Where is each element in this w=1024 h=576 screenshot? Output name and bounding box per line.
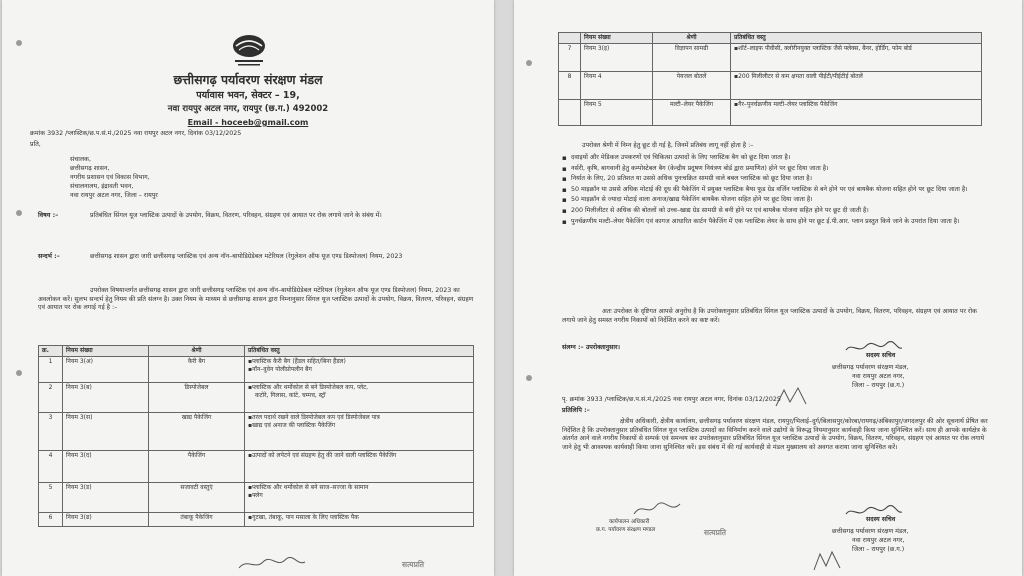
- exemption-item: ▪ 50 माइक्रॉन या उससे अधिक मोटाई की दूध की पैकेजिंग में प्रयुक्त प्लास्टिक बैग्स फूड ग्रेड वर्जिन प्लास्टिक से बने होने पर एवं बायबैक योजना सहित होने पर छूट दिया जाता है।: [562, 186, 986, 195]
- banned-item: ▪ नॉन–वुवेन पोलीप्रोपलीन बैग: [248, 366, 470, 374]
- prati-label: प्रति,: [30, 141, 41, 148]
- banned-items-table-continued: [558, 32, 982, 126]
- letter-page-2: [514, 0, 1022, 576]
- table-header-row: [39, 346, 474, 357]
- banned-item: ▪ उत्पादों को लपेटने एवं संग्रहण हेतु की जाने वाली प्लास्टिक पैकेजिंग: [248, 452, 470, 460]
- sign-title: सदस्य सचिव: [866, 516, 896, 523]
- exemption-item: ▪ निर्यात के लिए, 20 प्रतिशत या उससे अधिक पुनःचक्रित सामग्री वाले बबल प्लास्टिक को छूट दिया जाता है।: [562, 175, 986, 184]
- table-row: 3 नियम 3(स) खाद्य पैकेजिंग ▪ तरल पदार्थ रखने वाले डिस्पोजेबल कप एवं डिस्पोजेबल पात्र ▪ खाद्य एवं अनाज की प्लास्टिक पैकेजिंग: [39, 412, 474, 450]
- signature-scribble-icon: [810, 548, 844, 572]
- exemption-item: ▪ दवाइयों और मेडिकल उपकरणों एवं चिकित्सा उत्पादों के लिए प्लास्टिक बैग को छूट दिया जाता है।: [562, 154, 986, 163]
- col-header: नियम संख्या: [581, 33, 653, 44]
- banned-item: ▪ प्लास्टिक और थर्मोकोल से बने डिस्पोजेबल कप, प्लेट,: [248, 384, 470, 392]
- table-row: नियम 5 मल्टी–लेयर पैकेजिंग ▪ गैर–पुनर्चक्रणीय मल्टी–लेयर प्लास्टिक पैकेजिंग: [559, 99, 982, 125]
- punch-hole: [526, 375, 532, 381]
- table-header-row: [559, 33, 982, 44]
- exemption-item: ▪ 200 मिलीलीटर से अधिक की बोतलों को उच्च–खाद्य ग्रेड सामग्री से बनी होने पर एवं बायबैक योजना सहित होने पर छूट दी जाती है।: [562, 207, 986, 216]
- sign-org-line: छत्तीसगढ़ पर्यावरण संरक्षण मंडल,: [832, 364, 909, 371]
- addressee-line: संचालनालय, इंद्रावती भवन,: [70, 183, 134, 190]
- exemption-item: ▪ पुनर्चक्रणीय मल्टी–लेयर पैकेजिंग एवं कागज आधारित कार्टन पैकेजिंग में एक प्लास्टिक लेयर के साथ होने पर छूट ई.पी.आर. प्लान प्रस्तुत किये जाने के उपरांत दिया जाता है।: [562, 218, 986, 227]
- copy-paragraph: क्षेत्रीय अधिकारी, क्षेत्रीय कार्यालय, छत्तीसगढ़ पर्यावरण संरक्षण मंडल, रायपुर/भिलाई–दुर्ग/बिलासपुर/कोरबा/रायगढ़/अंबिकापुर/जगदलपुर की ओर सूचनार्थ प्रेषित कर निर्देशित है कि उपरोक्तानुसार प्रतिबंधित सिंगल यूज प्लास्टिक उत्पादों का विनिर्माण करने वाले उद्योगों के विरूद्ध नियमानुसार कार्यवाही किया जाना सुनिश्चित करें। साथ ही आपके कार्यक्षेत्र के अंतर्गत आने वाले नगरीय निकायों से सम्पर्क एवं समन्वय कर उपरोक्तानुसार प्रतिबंधित सिंगल यूज प्लास्टिक उत्पादों के उपयोग, विक्रय, वितरण, परिवहन, संग्रहण एवं आयात पर रोक लगाये जाने हेतु भी आवश्यक कार्यवाही किया जाना सुनिश्चित करें। इस संबंध में की गई कार्यवाही से मंडल मुख्यालय को अवगत कराया जाना सुनिश्चित करें।: [562, 418, 988, 452]
- addressee-line: संचालक,: [70, 156, 91, 163]
- table-row: 7 नियम 3(इ) विज्ञापन सामग्री ▪ शॉर्ट–लाइफ पीवीसी, क्लोरीनयुक्त प्लास्टिक जैसे फ्लेक्स, बैनर, होर्डिंग, फोम बोर्ड: [559, 43, 982, 71]
- table-row: 8 नियम 4 पेयजल बोतलें ▪ 200 मिलीलीटर से कम क्षमता वाली पीईटी/पीईटीई बोतलें: [559, 71, 982, 99]
- sign-org-line: नवा रायपुर अटल नगर,: [852, 537, 905, 544]
- punch-hole: [16, 40, 22, 46]
- org-address-1: पर्यावास भवन, सेक्टर – 19,: [196, 90, 300, 101]
- banned-item: कटोरे, गिलास, कांटे, चम्मच, स्ट्रॉ: [255, 391, 326, 399]
- sign-org-line: छत्तीसगढ़ पर्यावरण संरक्षण मंडल,: [832, 528, 909, 535]
- exemption-list: [562, 154, 986, 228]
- sign-org-line: जिला – रायपुर (छ.ग.): [852, 546, 905, 553]
- banned-item: ▪ फ्लेग: [248, 492, 470, 500]
- col-header: नियम संख्या: [63, 346, 149, 357]
- body-paragraph: उपरोक्त विषयान्तर्गत छत्तीसगढ़ शासन द्वारा जारी छत्तीसगढ़ प्लास्टिक एवं अन्य नॉन–बायोडिग्रेडेबल मटेरियल (रेगुलेशन ऑफ यूज एण्ड डिस्पोजल) नियम, 2023 का अवलोकन करें। सुलभ सन्दर्भ हेतु नियम की प्रति संलग्न है। उक्त नियम के माध्यम से छत्तीसगढ़ शासन द्वारा निम्नानुसार सिंगल यूज प्लास्टिक उत्पादों के उपयोग, विक्रय, वितरण, परिवहन, संग्रहण एवं आयात पर रोक लगाई गई है :–: [38, 287, 474, 312]
- banned-item: ▪ गुटखा, तंबाकू, पान मसाला के लिए प्लास्टिक पैक: [248, 514, 470, 522]
- true-copy-stamp: सत्यप्रति: [704, 528, 727, 537]
- punch-hole: [16, 370, 22, 376]
- banned-item: ▪ खाद्य एवं अनाज की प्लास्टिक पैकेजिंग: [248, 422, 470, 430]
- col-header: श्रेणी: [149, 346, 245, 357]
- exemption-item: ▪ नर्सरी, कृषि, बागवानी हेतु कम्पोस्टेबल बैग (केन्द्रीय प्रदूषण नियंत्रण बोर्ड द्वारा प्रमाणित) होने पर छूट दिया जाता है।: [562, 165, 986, 174]
- col-header: प्रतिबंधित वस्तु: [731, 33, 982, 44]
- officer-stamp-line: छ.ग. पर्यावरण संरक्षण मण्डल: [596, 527, 656, 533]
- request-paragraph: अतः उपरोक्त के दृष्टिगत आपसे अनुरोध है कि उपरोक्तानुसार प्रतिबंधित सिंगल यूज प्लास्टिक उत्पादों के उपयोग, विक्रय, वितरण, परिवहन, संग्रहण एवं आयात पर रोक लगाये जाने हेतु समस्त नगरीय निकायों को निर्देशित करने का कष्ट करें।: [562, 308, 977, 324]
- punch-hole: [16, 210, 22, 216]
- exemption-intro: उपरोक्त श्रेणी में निम्न हेतु छूट दी गई है, जिनमें प्रतिबंध लागू नहीं होता है :–: [582, 142, 754, 149]
- banned-item: ▪ शॉर्ट–लाइफ पीवीसी, क्लोरीनयुक्त प्लास्टिक जैसे फ्लेक्स, बैनर, होर्डिंग, फोम बोर्ड: [734, 45, 978, 53]
- banned-item: ▪ गैर–पुनर्चक्रणीय मल्टी–लेयर प्लास्टिक पैकेजिंग: [734, 101, 978, 109]
- officer-stamp-line: कार्यपालन अधिकारी: [609, 519, 650, 525]
- enclosure-line: संलग्न :– उपरोक्तानुसार।: [562, 344, 621, 351]
- endorsement-reference: पृ. क्रमांक 3933 /प्लास्टिक/छ.प.सं.मं./2025 नवा रायपुर अटल नगर, दिनांक 03/12/2025: [562, 396, 781, 403]
- sign-org-line: जिला – रायपुर (छ.ग.): [852, 382, 905, 389]
- table-row: 6 नियम 3(ढ) तंबाकू पैकेजिंग ▪ गुटखा, तंबाकू, पान मसाला के लिए प्लास्टिक पैक: [39, 512, 474, 526]
- signature-scribble-icon: [237, 556, 307, 572]
- punch-hole: [526, 60, 532, 66]
- board-logo-icon: [230, 33, 268, 69]
- banned-item: ▪ तरल पदार्थ रखने वाले डिस्पोजेबल कप एवं डिस्पोजेबल पात्र: [248, 414, 470, 422]
- true-copy-stamp: सत्यप्रति: [402, 560, 425, 569]
- table-row: 4 नियम 3(द) पैकेजिंग ▪ उत्पादों को लपेटने एवं संग्रहण हेतु की जाने वाली प्लास्टिक पैकेजिंग: [39, 450, 474, 482]
- reference-label: सन्दर्भ :–: [38, 253, 60, 260]
- banned-item: ▪ प्लास्टिक कैरी बैग (हैंडल सहित/बिना हैंडल): [248, 358, 470, 366]
- banned-item: ▪ 200 मिलीलीटर से कम क्षमता वाली पीईटी/पीईटीई बोतलें: [734, 73, 978, 81]
- exemption-item: ▪ 50 माइक्रॉन से ज्यादा मोटाई वाला अनाज/खाद्य पैकेजिंग बायबैक योजना सहित होने पर छूट दिया जाता है।: [562, 196, 986, 205]
- signature-scribble-icon: [632, 500, 682, 518]
- col-header: प्रतिबंधित वस्तु: [245, 346, 474, 357]
- addressee-line: छत्तीसगढ़ शासन,: [70, 165, 110, 172]
- banned-items-table: [38, 345, 474, 527]
- letter-reference: क्रमांक 3932 /प्लास्टिक/छ.प.सं.मं./2025 नवा रायपुर अटल नगर, दिनांक 03/12/2025: [30, 130, 242, 137]
- col-header: क्र.: [39, 346, 63, 357]
- subject-label: विषय :–: [38, 212, 59, 219]
- addressee-line: नवा रायपुर अटल नगर, जिला – रायपुर: [70, 192, 158, 199]
- org-name: छत्तीसगढ़ पर्यावरण संरक्षण मंडल: [173, 72, 323, 87]
- org-address-2: नवा रायपुर अटल नगर, रायपुर (छ.ग.) 492002: [167, 104, 329, 114]
- reference-text: छत्तीसगढ़ शासन द्वारा जारी छत्तीसगढ़ प्लास्टिक एवं अन्य नॉन–बायोडिग्रेडेबल मटेरियल (रेगुलेशन ऑफ यूज एण्ड डिस्पोजल) नियम, 2023: [90, 253, 403, 260]
- subject-text: प्रतिबंधित सिंगल यूज प्लास्टिक उत्पादों के उपयोग, विक्रय, वितरण, परिवहन, संग्रहण एवं आयात पर रोक लगाये जाने के संबंध में।: [90, 212, 382, 219]
- copy-to-label: प्रतिलिपि :–: [562, 407, 590, 414]
- sign-org-line: नवा रायपुर अटल नगर,: [852, 373, 905, 380]
- letter-page-1: [2, 0, 494, 576]
- table-row: 5 नियम 3(ड) सजावटी वस्तुएं ▪ प्लास्टिक और थर्मोकोल से बने साज–सज्जा के सामान ▪ फ्लेग: [39, 482, 474, 512]
- addressee-line: नगरीय प्रशासन एवं विकास विभाग,: [70, 174, 150, 181]
- org-email: Email - hoceeb@gmail.com: [187, 118, 309, 127]
- table-row: 2 नियम 3(ब) डिस्पोजेबल ▪ प्लास्टिक और थर्मोकोल से बने डिस्पोजेबल कप, प्लेट, कटोरे, गिलास, कांटे, चम्मच, स्ट्रॉ: [39, 382, 474, 412]
- banned-item: ▪ प्लास्टिक और थर्मोकोल से बने साज–सज्जा के सामान: [248, 484, 470, 492]
- sign-title: सदस्य सचिव: [866, 352, 896, 359]
- col-header: श्रेणी: [653, 33, 731, 44]
- table-row: 1 नियम 3(अ) कैरी बैग ▪ प्लास्टिक कैरी बैग (हैंडल सहित/बिना हैंडल) ▪ नॉन–वुवेन पोलीप्रोपलीन बैग: [39, 356, 474, 382]
